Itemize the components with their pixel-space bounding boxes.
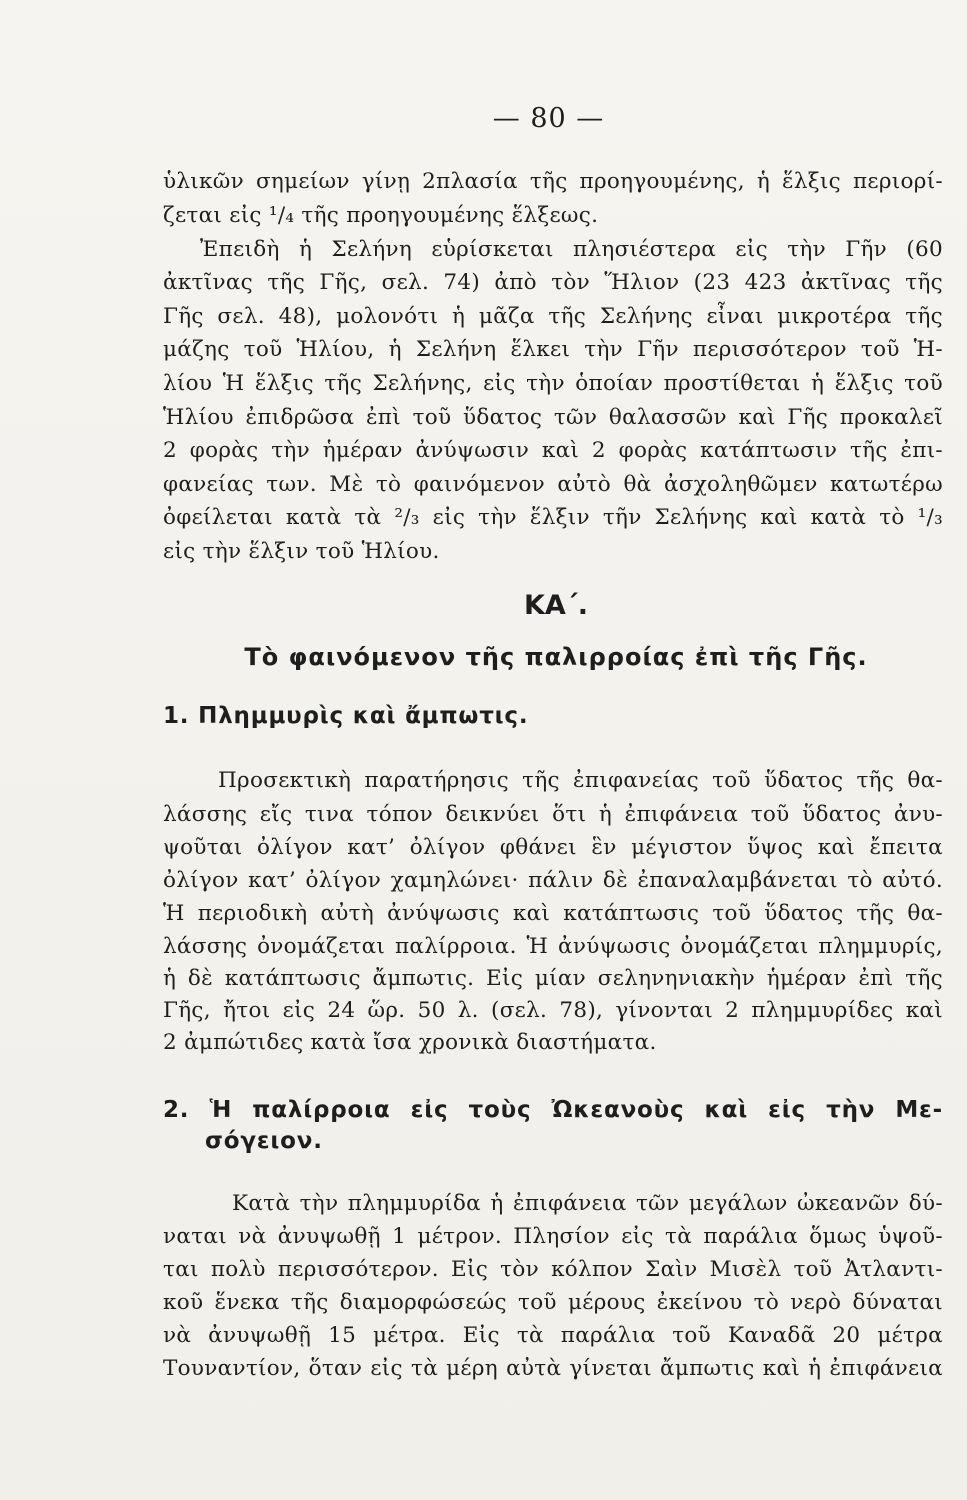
- text-line: Κατὰ τὴν πλημμυρίδα ἡ ἐπιφάνεια τῶν μεγάλων ὠκεανῶν δύ-: [232, 1191, 943, 1216]
- text-line: Προσεκτικὴ παρατήρησις τῆς ἐπιφανείας τοῦ ὕδατος τῆς θα-: [218, 768, 943, 793]
- text-line: 2 ἀμπώτιδες κατὰ ἴσα χρονικὰ διαστήματα.: [163, 1030, 657, 1055]
- text-line: λάσσης ὀνομάζεται παλίρροια. Ἡ ἀνύψωσις ὀνομάζεται πλημμυρίς,: [163, 934, 943, 959]
- text-line: ὑλικῶν σημείων γίνῃ 2πλασία τῆς προηγουμένης, ἡ ἕλξις περιορί-: [163, 169, 943, 194]
- section-heading-continuation: σόγειον.: [205, 1128, 323, 1154]
- chapter-number: ΚΑ΄.: [524, 590, 588, 621]
- text-line: λάσσης εἴς τινα τόπον δεικνύει ὅτι ἡ ἐπιφάνεια τοῦ ὕδατος ἀνυ-: [163, 802, 943, 827]
- text-line: νὰ ἀνυψωθῇ 15 μέτρα. Εἰς τὰ παράλια τοῦ Καναδᾶ 20 μέτρα: [163, 1323, 943, 1348]
- text-line: κοῦ ἕνεκα τῆς διαμορφώσεώς τοῦ μέρους ἐκείνου τὸ νερὸ δύναται: [163, 1290, 943, 1315]
- text-line: ψοῦται ὀλίγον κατ’ ὀλίγον φθάνει ἓν μέγιστον ὕψος καὶ ἔπειτα: [163, 835, 943, 860]
- text-line: 2 φορὰς τὴν ἡμέραν ἀνύψωσιν καὶ 2 φορὰς κατάπτωσιν τῆς ἐπι-: [163, 438, 943, 463]
- chapter-title: Τὸ φαινόμενον τῆς παλιρροίας ἐπὶ τῆς Γῆς.: [244, 643, 868, 671]
- text-line: ὀφείλεται κατὰ τὰ ²/₃ εἰς τὴν ἕλξιν τῆν Σελήνης καὶ κατὰ τὸ ¹/₃: [163, 505, 943, 530]
- page-number: — 80 —: [492, 103, 605, 134]
- text-line: Ἐπειδὴ ἡ Σελήνη εὑρίσκεται πλησιέστερα εἰς τὴν Γῆν (60: [200, 237, 943, 262]
- text-line: μάζης τοῦ Ἡλίου, ἡ Σελήνη ἕλκει τὴν Γῆν περισσότερον τοῦ Ἡ-: [163, 337, 943, 362]
- text-line: ἡ δὲ κατάπτωσις ἄμπωτις. Εἰς μίαν σεληνηνιακὴν ἡμέραν ἐπὶ τῆς: [163, 966, 943, 991]
- text-line: Γῆς, ἤτοι εἰς 24 ὥρ. 50 λ. (σελ. 78), γίνονται 2 πλημμυρίδες καὶ: [163, 998, 943, 1023]
- text-line: Γῆς σελ. 48), μολονότι ἡ μᾶζα τῆς Σελήνης εἶναι μικροτέρα τῆς: [163, 304, 943, 329]
- text-line: ζεται εἰς ¹/₄ τῆς προηγουμένης ἕλξεως.: [163, 203, 599, 228]
- text-line: Ἡ περιοδικὴ αὐτὴ ἀνύψωσις καὶ κατάπτωσις τοῦ ὕδατος τῆς θα-: [163, 901, 943, 926]
- text-line: Ἡλίου ἐπιδρῶσα ἐπὶ τοῦ ὕδατος τῶν θαλασσῶν καὶ Γῆς προκαλεῖ: [163, 405, 943, 430]
- text-line: ἀκτῖνας τῆς Γῆς, σελ. 74) ἀπὸ τὸν Ἥλιον (23 423 ἀκτῖνας τῆς: [163, 270, 943, 295]
- section-heading: 1. Πλημμυρὶς καὶ ἄμπωτις.: [163, 703, 529, 729]
- text-line: ται πολὺ περισσότερον. Εἰς τὸν κόλπον Σαὶν Μισὲλ τοῦ Ἀτλαντι-: [163, 1257, 943, 1282]
- section-heading: 2. Ἡ παλίρροια εἰς τοὺς Ὠκεανοὺς καὶ εἰς τὴν Με-: [163, 1097, 943, 1123]
- text-line: ὀλίγον κατ’ ὀλίγον χαμηλώνει· πάλιν δὲ ἐπαναλαμβάνεται τὸ αὐτό.: [163, 868, 943, 893]
- text-line: Τουναντίον, ὅταν εἰς τὰ μέρη αὐτὰ γίνεται ἄμπωτις καὶ ἡ ἐπιφάνεια: [163, 1356, 943, 1381]
- text-line: λίου Ἡ ἕλξις τῆς Σελήνης, εἰς τὴν ὁποίαν προστίθεται ἡ ἕλξις τοῦ: [163, 371, 943, 396]
- text-line: ναται νὰ ἀνυψωθῇ 1 μέτρον. Πλησίον εἰς τὰ παράλια ὅμως ὑψοῦ-: [163, 1224, 943, 1249]
- text-line: εἰς τὴν ἕλξιν τοῦ Ἡλίου.: [163, 539, 440, 564]
- text-line: φανείας των. Μὲ τὸ φαινόμενον αὐτὸ θὰ ἀσχοληθῶμεν κατωτέρω: [163, 472, 943, 497]
